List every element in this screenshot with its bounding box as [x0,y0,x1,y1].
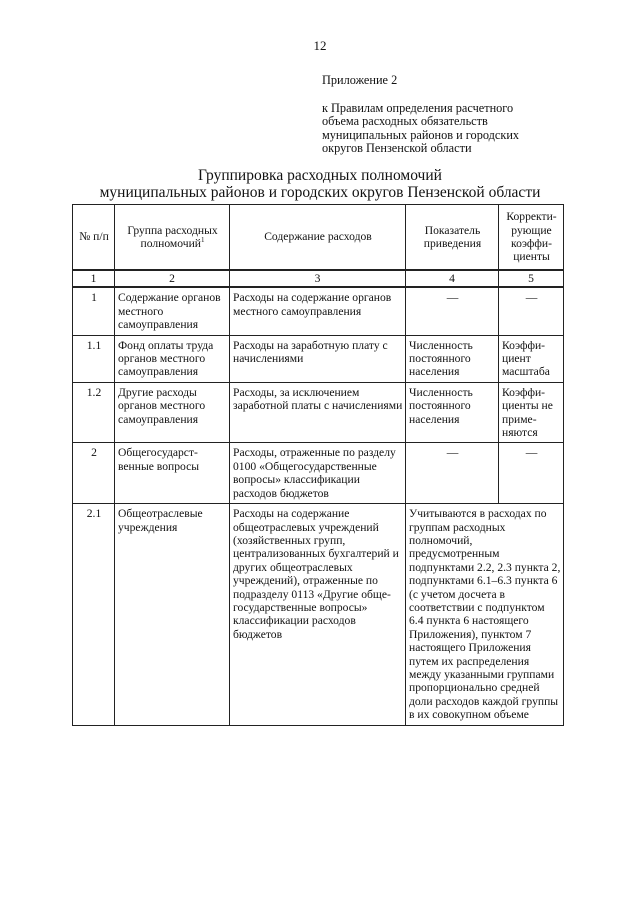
table-row [73,504,564,726]
row-group: Общегосударст-венные вопросы [115,443,230,504]
table-header-row [73,205,564,271]
appendix-line: муниципальных районов и городских [322,127,520,142]
row-num: 1 [73,287,115,335]
appendix-line: объема расходных обязательств [322,114,488,128]
table-row [73,335,564,382]
column-number: 4 [406,270,499,287]
row-group: Другие расходы органов местного самоуправления [115,382,230,443]
appendix-line: к Правилам определения расчетного [322,100,514,115]
document-title [0,167,640,201]
row-num: 2.1 [73,504,115,726]
row-content: Расходы на заработную плату с начислениями [230,335,406,382]
appendix-line: округов Пензенской области [322,141,472,155]
row-coefficient: Коэффи-циенты не приме-няются [499,382,564,443]
row-coefficient: — [499,287,564,335]
row-indicator: Численность постоянного населения [406,335,499,382]
document-title-line: муниципальных районов и городских округов Пензенской области [99,184,541,201]
row-indicator: — [406,443,499,504]
table-row [73,287,564,335]
table-row [73,382,564,443]
column-number: 3 [230,270,406,287]
header-coefficient: Корректи-рующие коэффи-циенты [499,205,564,271]
row-content: Расходы на содержание органов местного самоуправления [230,287,406,335]
header-num: № п/п [73,205,115,271]
row-group: Фонд оплаты труда органов местного самоуправления [115,335,230,382]
footnote-mark: 1 [201,236,205,245]
row-content: Расходы на содержание общеотраслевых учреждений (хозяйственных групп, централизованных бухгалтерий и других общеотраслевых учреждений), отраженные по подразделу 0113 «Другие обще-государственные вопросы» классификации расходов бюджетов [230,504,406,726]
row-num: 2 [73,443,115,504]
header-group [115,205,230,271]
row-coefficient: Коэффи-циент масштаба [499,335,564,382]
table-row [73,443,564,504]
appendix-header [322,74,622,156]
header-indicator: Показатель приведения [406,205,499,271]
column-number: 5 [499,270,564,287]
row-group: Содержание органов местного самоуправления [115,287,230,335]
page-number: 12 [313,38,327,53]
row-merged-note: Учитываются в расходах по группам расходных полномочий, предусмотренным подпунктами 2.2, 2.3 пункта 2, подпунктами 6.1–6.3 пункта 6 (с учетом досчета в соответствии с подпунктом 6.4 пункта 6 настоящего Приложения), пунктом 7 настоящего Приложения путем их распределения между указанными группами пропорционально средней доли расходов каждой группы в их совокупном объеме [406,504,564,726]
row-indicator: Численность постоянного населения [406,382,499,443]
column-number-row [73,270,564,287]
document-title-line: Группировка расходных полномочий [198,167,442,184]
row-content: Расходы, отраженные по разделу 0100 «Общегосударственные вопросы» классификации расходов бюджетов [230,443,406,504]
column-number: 1 [73,270,115,287]
expense-powers-table [72,204,564,726]
row-num: 1.2 [73,382,115,443]
row-indicator: — [406,287,499,335]
row-coefficient: — [499,443,564,504]
appendix-title: Приложение 2 [322,73,398,87]
row-group: Общеотраслевые учреждения [115,504,230,726]
header-group-label: Группа расходных полномочий [127,223,218,250]
row-content: Расходы, за исключением заработной платы с начислениями [230,382,406,443]
header-content: Содержание расходов [230,205,406,271]
row-num: 1.1 [73,335,115,382]
column-number: 2 [115,270,230,287]
